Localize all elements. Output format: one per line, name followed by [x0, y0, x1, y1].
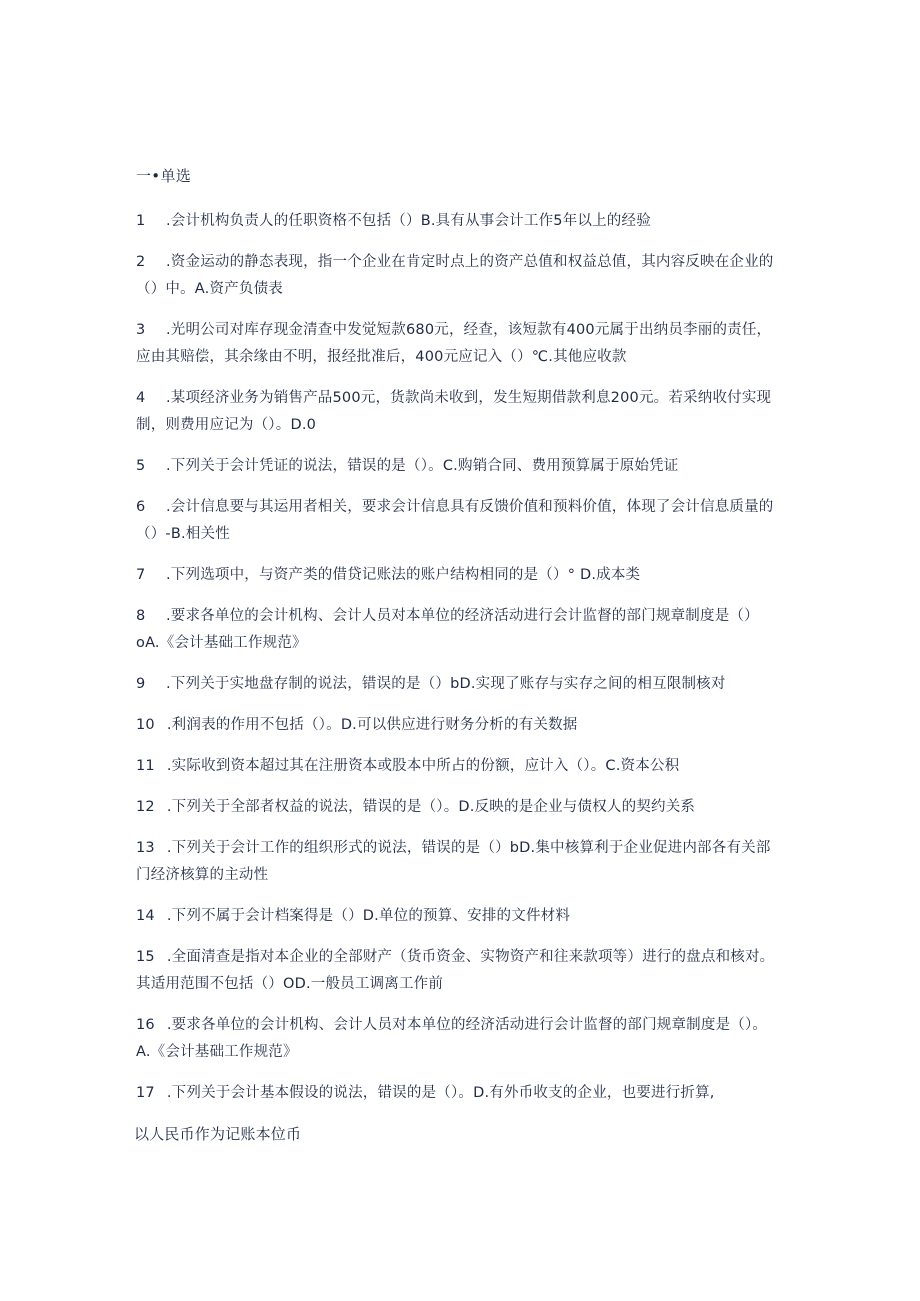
- question-item: [136, 1012, 781, 1066]
- question-number: 11: [136, 758, 155, 774]
- question-number: 1: [136, 213, 146, 229]
- question-item: [136, 317, 781, 371]
- question-text: .下列选项中，与资产类的借贷记账法的账户结构相同的是（）° D.成本类: [166, 567, 641, 583]
- question-text: .下列关于会计基本假设的说法，错误的是（）。D.有外币收支的企业，也要进行折算,: [166, 1085, 715, 1101]
- continuation-text: 以人民币作为记账本位币: [134, 1125, 302, 1143]
- question-item: [136, 249, 781, 303]
- question-text: .光明公司对库存现金清查中发觉短款680元，经查，该短款有400元属于出纳员李丽的责任，应由其赔偿，其余缘由不明，报经批准后，400元应记入（）℃.其他应收款: [136, 322, 772, 365]
- question-number: 9: [136, 676, 146, 692]
- question-number: 6: [136, 499, 146, 515]
- question-text: .下列关于实地盘存制的说法，错误的是（）bD.实现了账存与实存之间的相互限制核对: [166, 676, 726, 692]
- question-text: .会计机构负责人的任职资格不包括（）B.具有从事会计工作5年以上的经验: [166, 213, 651, 229]
- question-number: 4: [136, 390, 146, 406]
- question-item: [136, 562, 781, 589]
- question-item: [136, 385, 781, 439]
- question-text: .下列关于全部者权益的说法，错误的是（）。D.反映的是企业与债权人的契约关系: [166, 799, 696, 815]
- question-number: 13: [136, 840, 155, 856]
- section-title: 一•单选: [136, 167, 192, 185]
- question-text: .全面清查是指对本企业的全部财产（货币资金、实物资产和往来款项等）进行的盘点和核对。其适用范围不包括（）OD.一般员工调离工作前: [136, 949, 775, 992]
- question-number: 16: [136, 1017, 155, 1033]
- question-number: 3: [136, 322, 146, 338]
- question-item: [136, 712, 781, 739]
- question-item: [136, 208, 781, 235]
- question-number: 8: [136, 608, 146, 624]
- question-text: .资金运动的静态表现，指一个企业在肯定时点上的资产总值和权益总值，其内容反映在企业的（）中。A.资产负债表: [136, 254, 774, 297]
- question-text: .实际收到资本超过其在注册资本或股本中所占的份额，应计入（）。C.资本公积: [166, 758, 680, 774]
- question-item: [136, 753, 781, 780]
- question-list: [136, 208, 781, 1107]
- question-text: .下列关于会计凭证的说法，错误的是（）。C.购销合同、费用预算属于原始凭证: [166, 458, 679, 474]
- question-item: [136, 671, 781, 698]
- question-number: 5: [136, 458, 146, 474]
- question-item: [136, 794, 781, 821]
- question-item: [136, 603, 781, 657]
- document-page: [136, 166, 781, 1148]
- question-text: .某项经济业务为销售产品500元，货款尚未收到，发生短期借款利息200元。若采纳收付实现制，则费用应记为（）。D.0: [136, 390, 772, 433]
- question-number: 14: [136, 908, 155, 924]
- question-number: 17: [136, 1085, 155, 1101]
- question-item: [136, 903, 781, 930]
- question-number: 12: [136, 799, 155, 815]
- question-text: .要求各单位的会计机构、会计人员对本单位的经济活动进行会计监督的部门规章制度是（）。A.《会计基础工作规范》: [136, 1017, 768, 1060]
- question-text: .要求各单位的会计机构、会计人员对本单位的经济活动进行会计监督的部门规章制度是（）oA.《会计基础工作规范》: [136, 608, 759, 651]
- question-text: .会计信息要与其运用者相关，要求会计信息具有反馈价值和预料价值，体现了会计信息质量的（）-B.相关性: [136, 499, 774, 542]
- question-text: .利润表的作用不包括（）。D.可以供应进行财务分析的有关数据: [166, 717, 578, 733]
- question-number: 2: [136, 254, 146, 270]
- question-item: [136, 1080, 781, 1107]
- question-number: 10: [136, 717, 155, 733]
- question-text: .下列关于会计工作的组织形式的说法，错误的是（）bD.集中核算利于企业促进内部各有关部门经济核算的主动性: [136, 840, 771, 883]
- question-text: .下列不属于会计档案得是（）D.单位的预算、安排的文件材料: [166, 908, 571, 924]
- question-item: [136, 494, 781, 548]
- question-item: [136, 453, 781, 480]
- question-item: [136, 944, 781, 998]
- question-number: 15: [136, 949, 155, 965]
- question-number: 7: [136, 567, 146, 583]
- question-item: [136, 835, 781, 889]
